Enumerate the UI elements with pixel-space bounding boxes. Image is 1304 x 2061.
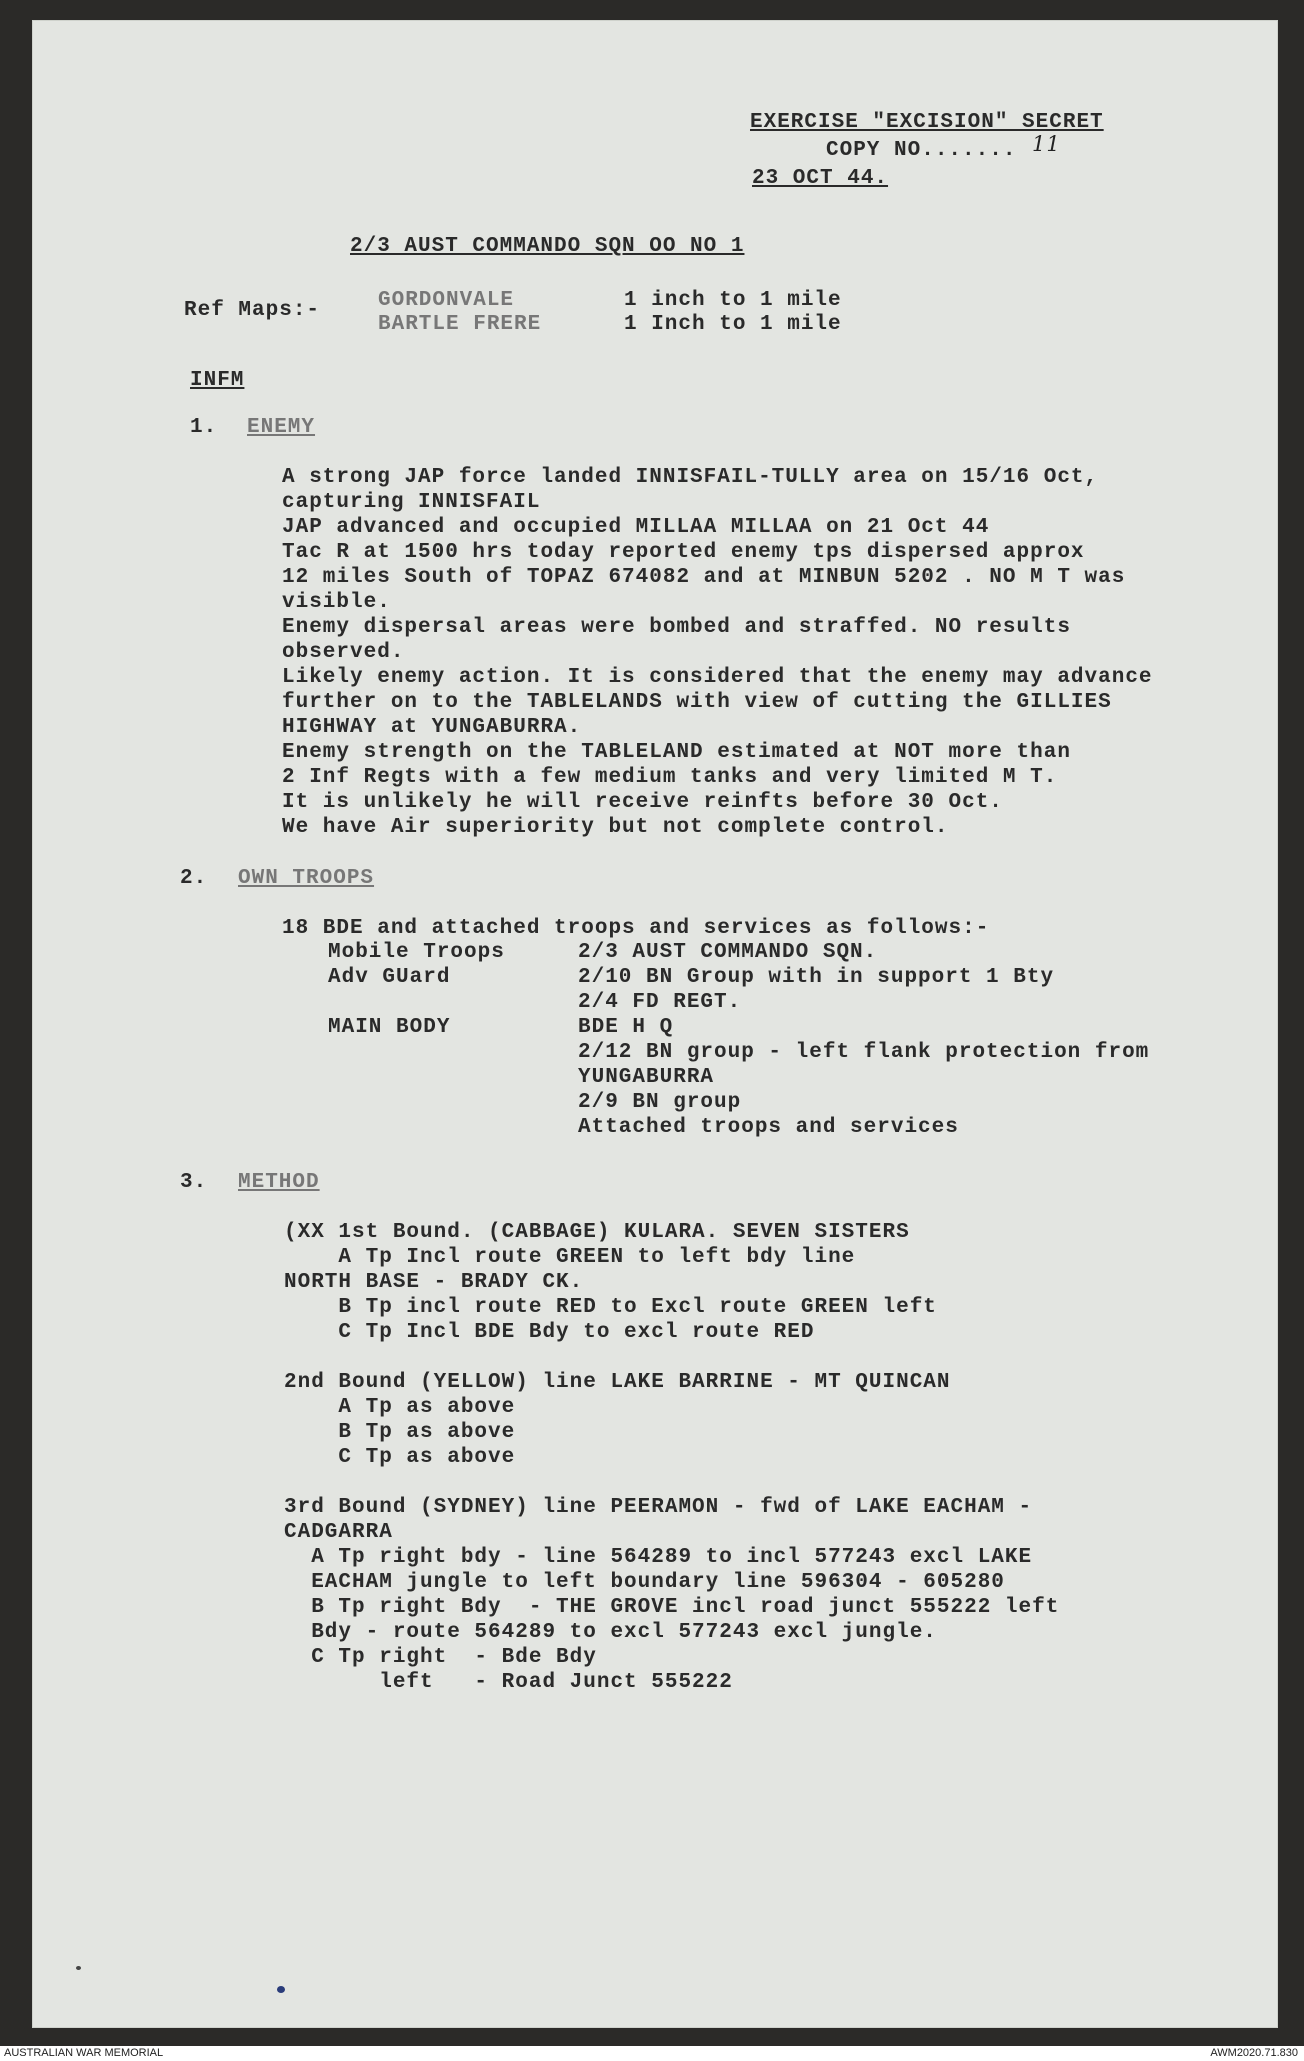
row-label: MAIN BODY <box>328 1016 451 1039</box>
text-line: JAP advanced and occupied MILLAA MILLAA on 21 Oct 44 <box>282 516 990 539</box>
map-name: GORDONVALE <box>378 289 515 312</box>
archive-name: AUSTRALIAN WAR MEMORIAL <box>4 2047 164 2059</box>
copy-label: COPY NO....... <box>826 139 1017 162</box>
text-line: A Tp Incl route GREEN to left bdy line <box>284 1246 856 1269</box>
section-number: 3. <box>180 1171 208 1194</box>
row-value: 2/10 BN Group with in support 1 Bty <box>578 966 1055 989</box>
text-line: Bdy - route 564289 to excl 577243 excl jungle. <box>284 1621 937 1644</box>
text-line: B Tp incl route RED to Excl route GREEN left <box>284 1296 937 1319</box>
map-scale: 1 inch to 1 mile <box>624 289 842 312</box>
ink-mark <box>76 1966 81 1970</box>
text-line: B Tp right Bdy - THE GROVE incl road junct 555222 left <box>284 1596 1060 1619</box>
section-heading-method: METHOD <box>238 1171 320 1194</box>
text-line: Tac R at 1500 hrs today reported enemy tps dispersed approx <box>282 541 1085 564</box>
text-line: It is unlikely he will receive reinfts before 30 Oct. <box>282 791 1003 814</box>
archive-credit-strip <box>0 2046 1304 2061</box>
text-line: Enemy dispersal areas were bombed and straffed. NO results <box>282 616 1071 639</box>
text-line: A Tp right bdy - line 564289 to incl 577243 excl LAKE <box>284 1546 1033 1569</box>
row-label: Mobile Troops <box>328 941 505 964</box>
document-date: 23 OCT 44. <box>752 167 889 190</box>
text-line: 3rd Bound (SYDNEY) line PEERAMON - fwd of LAKE EACHAM - <box>284 1496 1033 1519</box>
classification-heading: EXERCISE "EXCISION" SECRET <box>750 111 1104 134</box>
text-line: observed. <box>282 641 405 664</box>
text-line: We have Air superiority but not complete control. <box>282 816 949 839</box>
row-value: Attached troops and services <box>578 1116 959 1139</box>
row-value: 2/9 BN group <box>578 1091 742 1114</box>
text-line: capturing INNISFAIL <box>282 491 541 514</box>
ink-mark <box>277 1986 285 1993</box>
text-line: Likely enemy action. It is considered that the enemy may advance <box>282 666 1153 689</box>
text-line: CADGARRA <box>284 1521 393 1544</box>
text-line: HIGHWAY at YUNGABURRA. <box>282 716 582 739</box>
text-line: left - Road Junct 555222 <box>284 1671 733 1694</box>
section-infm-heading: INFM <box>190 369 245 392</box>
document-page <box>32 20 1278 2028</box>
ref-maps-label: Ref Maps:- <box>184 299 321 322</box>
row-value: 2/12 BN group - left flank protection from <box>578 1041 1150 1064</box>
text-line: further on to the TABLELANDS with view of cutting the GILLIES <box>282 691 1112 714</box>
own-troops-intro: 18 BDE and attached troops and services as follows:- <box>282 917 990 940</box>
section-number: 2. <box>180 867 208 890</box>
map-name: BARTLE FRERE <box>378 313 542 336</box>
text-line: (XX 1st Bound. (CABBAGE) KULARA. SEVEN SISTERS <box>284 1221 910 1244</box>
text-line: 2 Inf Regts with a few medium tanks and very limited M T. <box>282 766 1058 789</box>
row-value: YUNGABURRA <box>578 1066 715 1089</box>
map-scale: 1 Inch to 1 mile <box>624 313 842 336</box>
archive-reference: AWM2020.71.830 <box>1210 2047 1298 2059</box>
text-line: 2nd Bound (YELLOW) line LAKE BARRINE - MT QUINCAN <box>284 1371 951 1394</box>
document-title: 2/3 AUST COMMANDO SQN OO NO 1 <box>350 235 745 258</box>
text-line: C Tp Incl BDE Bdy to excl route RED <box>284 1321 815 1344</box>
section-heading-own-troops: OWN TROOPS <box>238 867 375 890</box>
text-line: 12 miles South of TOPAZ 674082 and at MINBUN 5202 . NO M T was <box>282 566 1126 589</box>
section-number: 1. <box>190 416 218 439</box>
text-line: B Tp as above <box>284 1421 516 1444</box>
text-line: A Tp as above <box>284 1396 516 1419</box>
row-value: 2/3 AUST COMMANDO SQN. <box>578 941 878 964</box>
text-line: visible. <box>282 591 391 614</box>
row-label: Adv GUard <box>328 966 451 989</box>
text-line: EACHAM jungle to left boundary line 596304 - 605280 <box>284 1571 1005 1594</box>
row-value: 2/4 FD REGT. <box>578 991 742 1014</box>
text-line: Enemy strength on the TABLELAND estimated at NOT more than <box>282 741 1071 764</box>
handwritten-copy-number: 11 <box>1032 132 1061 156</box>
text-line: A strong JAP force landed INNISFAIL-TULLY area on 15/16 Oct, <box>282 466 1099 489</box>
text-line: C Tp as above <box>284 1446 516 1469</box>
text-line: NORTH BASE - BRADY CK. <box>284 1271 584 1294</box>
text-line: C Tp right - Bde Bdy <box>284 1646 597 1669</box>
section-heading-enemy: ENEMY <box>247 416 316 439</box>
row-value: BDE H Q <box>578 1016 674 1039</box>
